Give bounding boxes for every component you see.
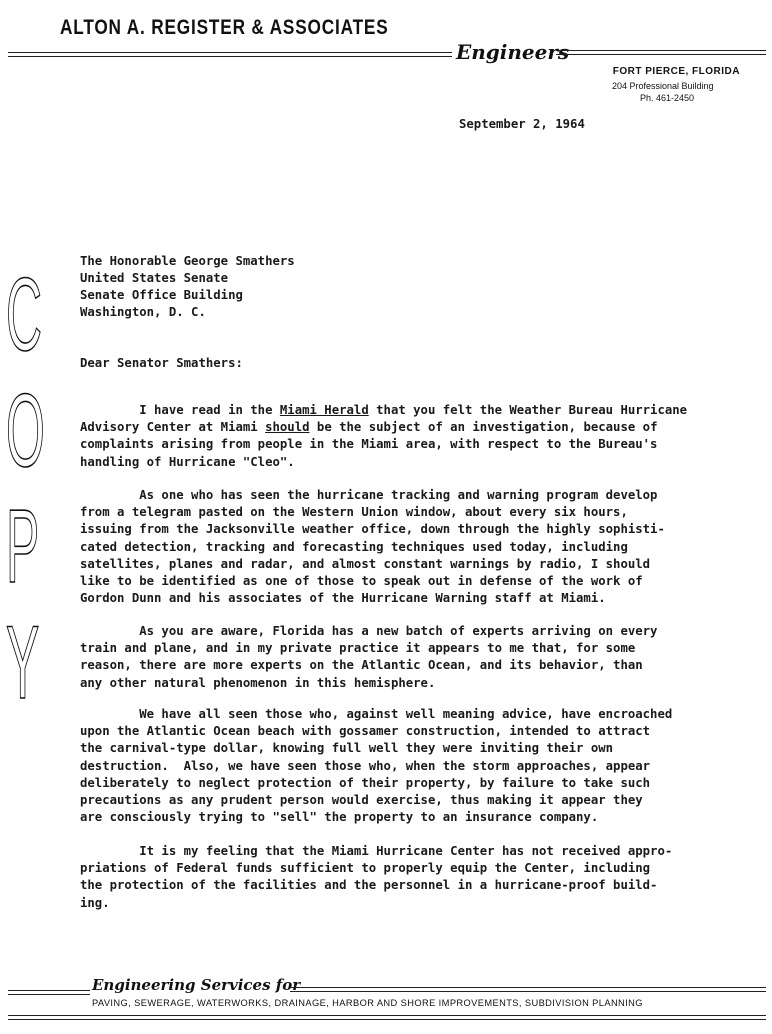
copy-stamp-letter: C [6,257,43,373]
line-text: like to be identified as one of those to speak out in defense of the work of [80,574,643,589]
line-text: ing. [80,895,110,910]
line-text: Advisory Center at Miami [80,420,266,435]
line-text: handling of Hurricane "Cleo". [80,454,295,469]
salutation: Dear Senator Smathers: [80,356,243,370]
recipient-line: United States Senate [80,271,229,285]
line-text: I have read in the [80,403,280,417]
line-text: cated detection, tracking and forecasting techniques used today, including [80,539,628,554]
paragraph-line [80,640,740,657]
letterhead-rule-right-top [556,50,766,51]
letterhead-rule-left-top [8,52,452,53]
line-text: As one who has seen the hurricane tracking and warning program develop [80,488,658,502]
paragraph-line [80,504,740,521]
copy-stamp-letter: O [6,373,45,489]
line-text: from a telegram pasted on the Western Union window, about every six hours, [80,505,628,520]
paragraph-line [80,402,740,419]
body-paragraph [80,487,740,607]
paragraph-line [80,623,740,640]
footer-rule-left-top [8,990,90,991]
paragraph-line [80,419,740,436]
paragraph-line [80,792,740,809]
recipient-line: Washington, D. C. [80,305,206,319]
paragraph-line [80,590,740,607]
underlined-text: Miami Herald [279,403,369,417]
paragraph-line [80,573,740,590]
body-paragraph [80,623,740,692]
line-text: precautions as any prudent person would exercise, thus making it appear they [80,793,643,808]
line-text: It is my feeling that the Miami Hurricane Center has not received appro- [80,844,673,858]
line-text: any other natural phenomenon in this hemisphere. [80,675,436,690]
paragraph-line [80,539,740,556]
copy-stamp-letter: P [6,489,40,605]
footer-rule-left-bottom [8,994,90,995]
firm-address: 204 Professional Building [612,81,714,91]
line-text: destruction. Also, we have seen those who, when the storm approaches, appear [80,758,651,773]
paragraph-line [80,556,740,573]
letter-date: September 2, 1964 [459,117,585,131]
footer-title: Engineering Services for [92,976,301,994]
line-text: the carnival-type dollar, knowing full well they were inviting their own [80,741,614,756]
recipient-line: The Honorable George Smathers [80,254,295,268]
paragraph-line [80,758,740,775]
paragraph-line [80,877,740,894]
line-text: are consciously trying to "sell" the property to an insurance company. [80,810,599,825]
footer-rule-right-top [290,987,766,988]
footer-rule-bottom-bottom [8,1019,766,1020]
line-text: complaints arising from people in the Miami area, with respect to the Bureau's [80,437,658,452]
firm-city: FORT PIERCE, FLORIDA [612,66,740,77]
line-text: Gordon Dunn and his associates of the Hurricane Warning staff at Miami. [80,591,606,606]
body-paragraph [80,402,740,471]
line-text: issuing from the Jacksonville weather office, down through the highly sophisti- [80,522,665,537]
line-text: be the subject of an investigation, because of [309,420,658,435]
paragraph-line [80,723,740,740]
recipient-line: Senate Office Building [80,288,243,302]
paragraph-line [80,487,740,504]
underlined-text: should [265,420,310,435]
paragraph-line [80,843,740,860]
paragraph-line [80,454,740,471]
line-text: deliberately to neglect protection of their property, by failure to take such [80,775,651,790]
paragraph-line [80,895,740,912]
line-text: As you are aware, Florida has a new batch of experts arriving on every [80,624,658,638]
paragraph-line [80,675,740,692]
footer-rule-bottom-top [8,1015,766,1016]
footer-services: PAVING, SEWERAGE, WATERWORKS, DRAINAGE, HARBOR AND SHORE IMPROVEMENTS, SUBDIVISION PLANNING [92,998,643,1008]
paragraph-line [80,657,740,674]
firm-phone: Ph. 461-2450 [640,93,695,103]
paragraph-line [80,775,740,792]
engineers-tagline: Engineers [456,40,570,64]
copy-stamp-letter: Y [6,605,40,721]
paragraph-line [80,809,740,826]
line-text: We have all seen those who, against well meaning advice, have encroached [80,707,673,721]
paragraph-line [80,740,740,757]
letterhead-rule-left-bottom [8,56,452,57]
line-text: upon the Atlantic Ocean beach with gossamer construction, intended to attract [80,724,651,739]
recipient-address [80,253,295,321]
line-text: priations of Federal funds sufficient to properly equip the Center, including [80,861,651,876]
line-text: the protection of the facilities and the personnel in a hurricane-proof build- [80,878,658,893]
copy-stamp [6,257,45,722]
line-text: that you felt the Weather Bureau Hurricane [368,403,688,417]
line-text: train and plane, and in my private practice it appears to me that, for some [80,641,636,656]
line-text: satellites, planes and radar, and almost constant warnings by radio, I should [80,556,651,571]
body-paragraph [80,843,740,912]
body-paragraph [80,706,740,826]
paragraph-line [80,436,740,453]
letterhead-rule-right-bottom [556,54,766,55]
footer-rule-right-bottom [290,991,766,992]
paragraph-line [80,521,740,538]
line-text: reason, there are more experts on the Atlantic Ocean, and its behavior, than [80,658,643,673]
firm-name: ALTON A. REGISTER & ASSOCIATES [60,16,389,39]
paragraph-line [80,860,740,877]
paragraph-line [80,706,740,723]
